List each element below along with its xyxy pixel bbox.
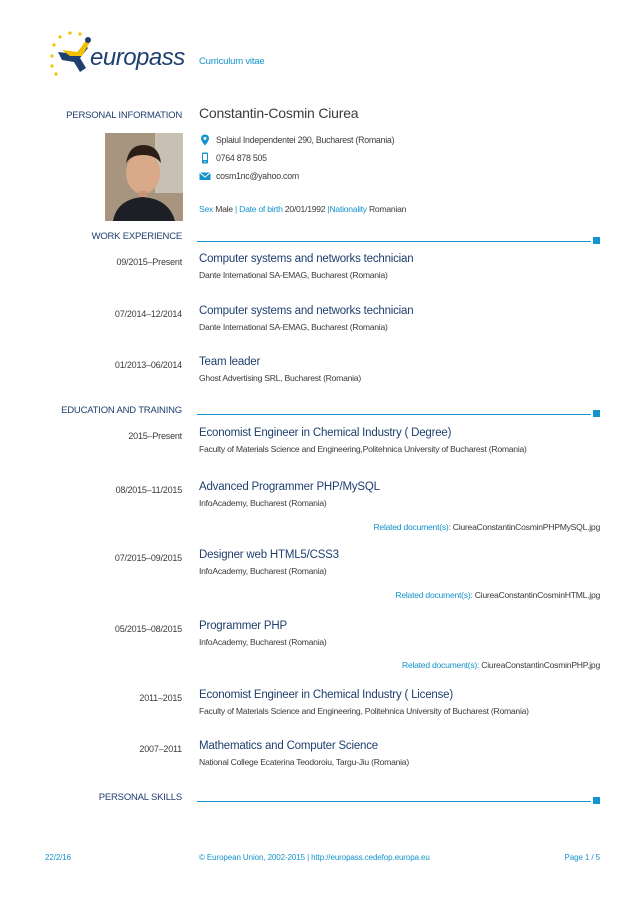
envelope-icon [199,170,211,182]
work-employer: Dante International SA-EMAG, Bucharest (Romania) [199,322,388,332]
work-date: 07/2014–12/2014 [114,309,182,319]
footer-copyright: © European Union, 2002-2015 | http://europass.cedefop.europa.eu [199,853,430,862]
related-document-label: Related document(s): [373,522,451,532]
education-institution: Faculty of Materials Science and Engineering,Politehnica University of Bucharest (Romania) [199,444,527,454]
related-document [402,660,600,670]
education-institution: National College Ecaterina Teodoroiu, Targu-Jiu (Romania) [199,757,409,767]
address-value: Splaiul Independentei 290, Bucharest (Romania) [216,135,395,145]
sex-label: Sex [199,204,214,214]
education-date: 2015–Present [128,431,182,441]
sex-value: Male [215,204,233,214]
work-title: Computer systems and networks technician [199,253,414,265]
work-date: 01/2013–06/2014 [114,360,182,370]
education-date: 2011–2015 [139,693,182,703]
location-pin-icon [199,134,211,146]
separator: | [327,204,330,214]
education-institution: Faculty of Materials Science and Engineering, Politehnica University of Bucharest (Romania) [199,706,529,716]
related-document-label: Related document(s): [401,660,480,670]
work-title: Computer systems and networks technician [199,305,414,317]
education-institution: InfoAcademy, Bucharest (Romania) [199,637,327,647]
education-institution: InfoAcademy, Bucharest (Romania) [199,498,327,508]
education-title: Economist Engineer in Chemical Industry ( License) [199,689,453,701]
education-date: 07/2015–09/2015 [114,553,182,563]
education-heading: EDUCATION AND TRAINING [61,405,182,416]
education-date: 05/2015–08/2015 [114,624,182,634]
related-document-file[interactable]: CiureaConstantinCosminPHPMySQL.jpg [452,522,600,532]
person-photo-icon [105,133,183,221]
logo-text: europass [90,44,185,71]
education-institution: InfoAcademy, Bucharest (Romania) [199,566,327,576]
section-divider [197,801,591,802]
personal-skills-heading: PERSONAL SKILLS [98,792,182,803]
related-document-file[interactable]: CiureaConstantinCosminHTML.jpg [474,590,600,600]
email-value[interactable]: cosm1nc@yahoo.com [216,171,299,181]
education-title: Advanced Programmer PHP/MySQL [199,481,380,493]
mobile-phone-icon [199,152,211,164]
work-employer: Ghost Advertising SRL, Bucharest (Romania) [199,373,361,383]
related-document [373,522,600,532]
candidate-name: Constantin-Cosmin Ciurea [199,105,359,121]
phone-value[interactable]: 0764 878 505 [216,153,267,163]
footer-page-number: Page 1 / 5 [564,853,600,862]
related-document [395,590,600,600]
education-title: Designer web HTML5/CSS3 [199,549,339,561]
personal-details-line [199,204,406,214]
candidate-photo [105,133,183,221]
section-divider-square [593,797,600,804]
education-date: 2007–2011 [139,744,182,754]
dob-label: Date of birth [239,204,283,214]
section-divider [197,241,591,242]
work-date: 09/2015–Present [116,257,182,267]
nationality-value: Romanian [368,204,407,214]
footer-date: 22/2/16 [45,853,71,862]
education-title: Economist Engineer in Chemical Industry ( Degree) [199,427,452,439]
separator: | [234,204,237,214]
section-divider-square [593,237,600,244]
work-employer: Dante International SA-EMAG, Bucharest (Romania) [199,270,388,280]
related-document-label: Related document(s): [395,590,473,600]
work-title: Team leader [199,356,261,368]
work-experience-heading: WORK EXPERIENCE [91,231,182,242]
section-divider [197,414,591,415]
nationality-label: Nationality [329,204,367,214]
education-title: Mathematics and Computer Science [199,740,378,752]
document-type: Curriculum vitae [199,56,265,67]
education-title: Programmer PHP [199,620,287,632]
europass-logo [40,30,190,80]
personal-information-heading: PERSONAL INFORMATION [66,110,182,121]
related-document-file[interactable]: CiureaConstantinCosminPHP.jpg [481,660,600,670]
section-divider-square [593,410,600,417]
dob-value: 20/01/1992 [284,204,326,214]
education-date: 08/2015–11/2015 [115,485,182,495]
